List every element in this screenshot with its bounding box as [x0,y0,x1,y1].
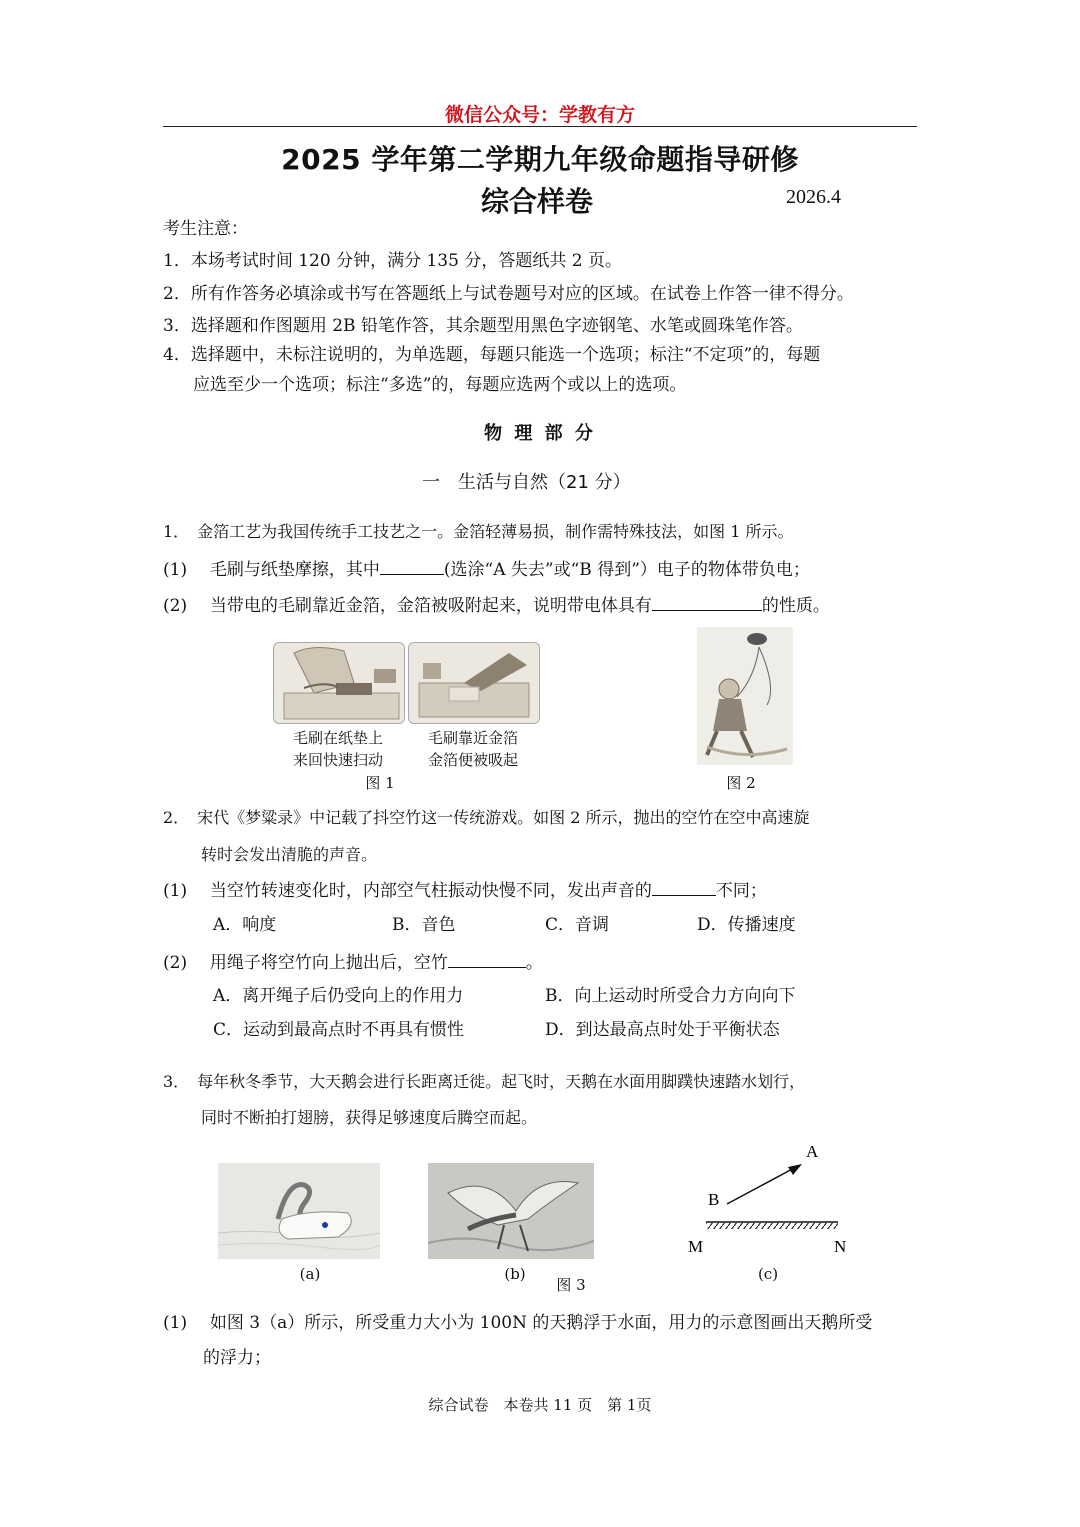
fig3a-image [218,1163,380,1259]
caption-line: 毛刷在纸垫上 [292,729,383,747]
q2-option-d[interactable]: D．到达最高点时处于平衡状态 [545,1020,780,1040]
answer-blank[interactable] [448,951,526,968]
q3-stem: 3． 每年秋冬季节，大天鹅会进行长距离迁徙。起飞时，天鹅在水面用脚蹼快速踏水划行， [163,1072,806,1091]
q3-sub1 [163,1310,872,1336]
point-b-label: B [708,1190,720,1209]
answer-blank[interactable] [652,594,762,611]
brush-lifting-foil-illustration [409,643,539,723]
direction-line-ba [727,1167,796,1204]
fig3b-image [428,1163,594,1259]
q2-sub1 [163,878,767,904]
fig1-caption-left [273,727,403,771]
q1-sub2-text: 当带电的毛刷靠近金箔，金箔被吸附起来，说明带电体具有 [209,596,652,616]
page-footer: 综合试卷 本卷共 11 页 第 1页 [428,1396,652,1414]
arrowhead [788,1164,802,1175]
q2-stem: 2． 宋代《梦粱录》中记载了抖空竹这一传统游戏。如图 2 所示，抛出的空竹在空中高速旋 [163,808,810,827]
fig1-image-left [273,642,405,724]
swan-takeoff-illustration [428,1163,594,1259]
notice-title: 考生注意： [163,219,248,239]
header-divider [163,126,917,127]
diabolo-child-illustration [697,627,793,765]
q1-sub1 [163,557,810,583]
q2-option-d[interactable]: D．传播速度 [697,915,796,935]
point-m-label: M [688,1237,704,1256]
notice-item: 3．选择题和作图题用 2B 铅笔作答，其余题型用黑色字迹钢笔、水笔或圆珠笔作答。 [163,316,803,336]
fig2-image [697,627,793,765]
part-title: 物 理 部 分 [484,423,596,444]
fig2-label: 图 2 [726,774,756,792]
exam-date: 2026.4 [786,186,841,208]
q1-sub1-text: 毛刷与纸垫摩擦，其中 [209,560,380,580]
q2-sub1-text: 当空竹转速变化时，内部空气柱振动快慢不同，发出声音的 [209,881,652,901]
q2-option-b[interactable]: B．音色 [392,915,456,935]
fig3c-diagram [680,1138,860,1258]
fig1-image-right [408,642,540,724]
notice-item: 1．本场考试时间 120 分钟，满分 135 分，答题纸共 2 页。 [163,251,622,271]
point-n-label: N [834,1237,847,1256]
q2-option-c[interactable]: C．音调 [545,915,610,935]
q2-option-c[interactable]: C．运动到最高点时不再具有惯性 [213,1020,465,1040]
q2-sub2-text-tail: 。 [525,953,543,973]
q2-option-b[interactable]: B．向上运动时所受合力方向向下 [545,986,796,1006]
q1-stem: 1． 金箔工艺为我国传统手工技艺之一。金箔轻薄易损，制作需特殊技法，如图 1 所示。 [163,522,794,541]
sub-label: (1) [163,560,188,580]
answer-blank[interactable] [380,558,444,575]
caption-line: 来回快速扫动 [292,751,383,769]
q3-sub1-text: 如图 3（a）所示，所受重力大小为 100N 的天鹅浮于水面，用力的示意图画出天鹅所受 [209,1313,873,1333]
q2-sub2 [163,950,543,976]
answer-blank[interactable] [652,879,716,896]
caption-line: 毛刷靠近金箔 [427,729,518,747]
fig3-label: 图 3 [556,1276,586,1294]
q1-sub2 [163,593,830,619]
q3-stem-cont: 同时不断拍打翅膀，获得足够速度后腾空而起。 [201,1108,538,1127]
section-title: 一 生活与自然（21 分） [422,472,631,493]
exam-title: 2025 学年第二学期九年级命题指导研修 [281,143,799,176]
notice-item: 应选至少一个选项；标注“多选”的，每题应选两个或以上的选项。 [193,375,687,395]
sub-label: (2) [163,596,188,616]
fig1-caption-right [408,727,538,771]
caption-line: 金箔便被吸起 [427,751,518,769]
sub-label: (1) [163,1313,188,1333]
exam-subtitle: 综合样卷 [481,185,594,218]
fig3c-caption: (c) [757,1265,779,1283]
q2-sub1-text-tail: 不同； [715,881,767,901]
watermark-header: 微信公众号：学教有方 [444,104,635,126]
surface-hatching [706,1223,838,1229]
q2-option-a[interactable]: A．响度 [213,915,277,935]
fig3b-caption: (b) [504,1265,526,1283]
sub-label: (2) [163,953,188,973]
q2-stem-cont: 转时会发出清脆的声音。 [201,845,378,864]
q1-sub1-text-tail: (选涂“A 失去”或“B 得到”）电子的物体带负电； [443,560,810,580]
fig1-label: 图 1 [365,774,395,792]
brush-sweeping-illustration [274,643,404,723]
q2-option-a[interactable]: A．离开绳子后仍受向上的作用力 [213,986,464,1006]
notice-item: 4．选择题中，未标注说明的，为单选题，每题只能选一个选项；标注“不定项”的，每题 [163,345,821,365]
point-a-label: A [806,1142,819,1161]
q2-sub2-text: 用绳子将空竹向上抛出后，空竹 [209,953,448,973]
notice-item: 2．所有作答务必填涂或书写在答题纸上与试卷题号对应的区域。在试卷上作答一律不得分。 [163,284,854,304]
sub-label: (1) [163,881,188,901]
fig3a-caption: (a) [299,1265,321,1283]
q1-sub2-text-tail: 的性质。 [761,596,830,616]
q3-sub1-cont: 的浮力； [203,1348,271,1368]
floating-swan-illustration [218,1163,380,1259]
